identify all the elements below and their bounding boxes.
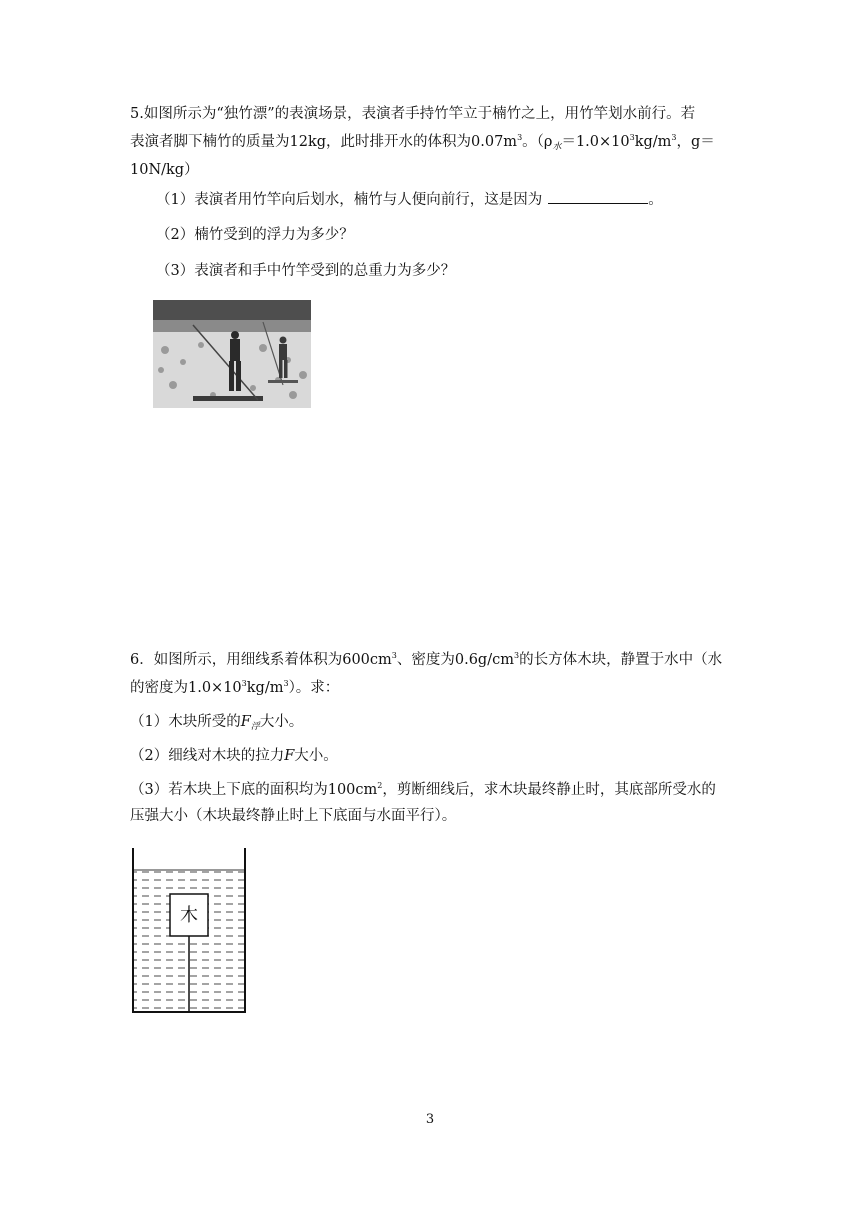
block-label: 木 [180,905,198,926]
q5-stem-line2: 表演者脚下楠竹的质量为12kg，此时排开水的体积为$0.07m^3$。（$\rho_水=1.0\times 10^3kg/m^3$，g＝ [130,133,715,152]
answer-blank[interactable] [548,189,648,204]
q5-stem-line3: 10N/kg） [130,162,199,178]
page-number: 3 [425,1112,435,1127]
q5-stem-line1: 5.如图所示为“独竹漂”的表演场景，表演者手持竹竿立于楠竹之上，用竹竿划水前行。若 [130,106,696,122]
q6-sub1: （1）木块所受的$F_浮$大小。 [130,714,304,732]
q5-sub2: （2）楠竹受到的浮力为多少？ [156,227,354,243]
q6-stem-line1: 6．如图所示，用细线系着体积为$600cm^3$、密度为$0.6g/cm^3$的长方体木块，静置于水中（水 [130,651,723,668]
q6-sub3-line2: 压强大小（木块最终静止时上下底面与水面平行）。 [130,808,457,824]
q6-sub3-line1: （3）若木块上下底的面积均为$100cm^2$，剪断细线后，求木块最终静止时，其底部所受水的 [130,781,716,798]
beaker-diagram [128,844,252,1014]
q6-sub2: （2）细线对木块的拉力F大小。 [130,748,338,764]
q5-sub3: （3）表演者和手中竹竿受到的总重力为多少？ [156,263,456,279]
bamboo-rafting-photo [153,300,311,408]
q5-sub1: （1）表演者用竹竿向后划水，楠竹与人便向前行，这是因为 。 [156,189,663,210]
q6-stem-line2: 的密度为$1.0\times 10^3kg/m^3$）。求： [130,679,340,696]
